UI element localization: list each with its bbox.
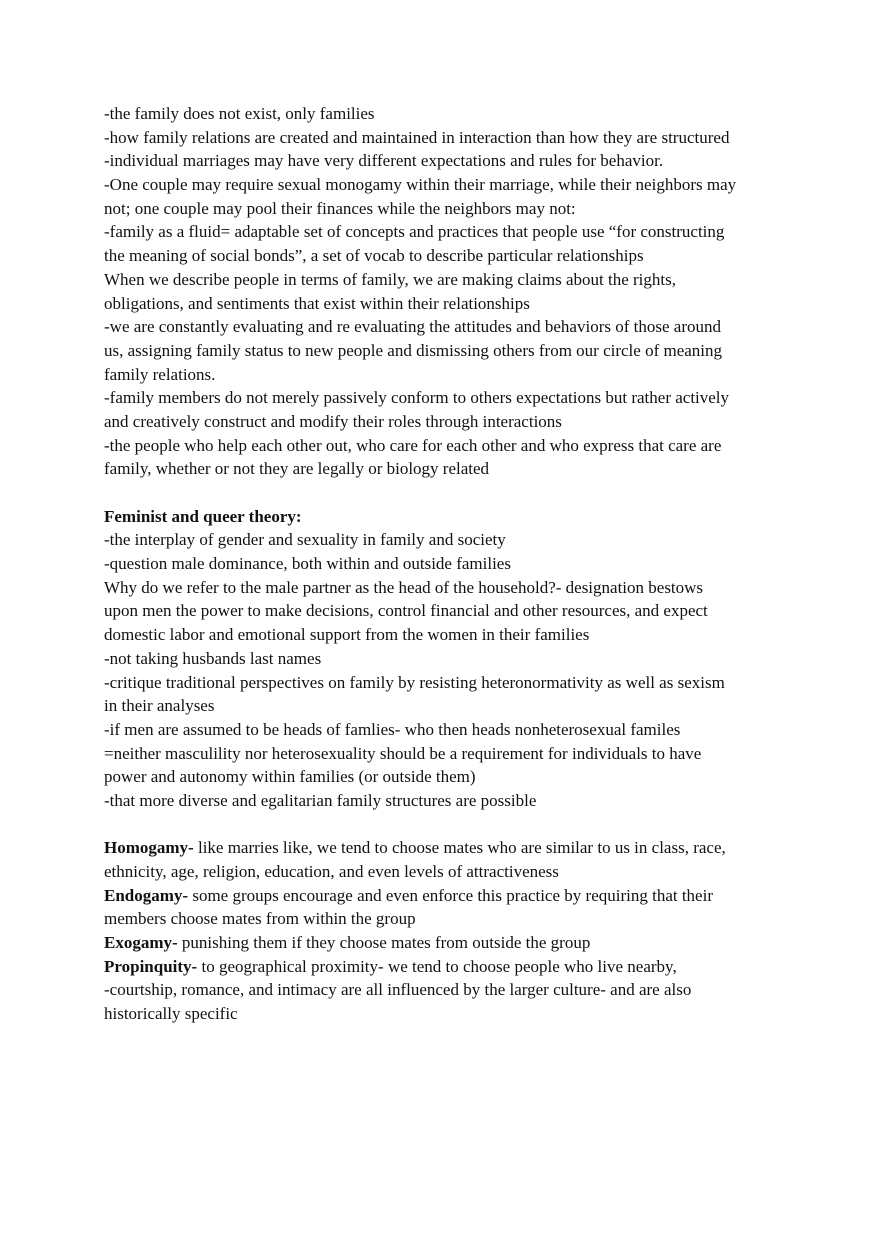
- text-line: not; one couple may pool their finances while the neighbors may not:: [104, 198, 576, 218]
- text-line: and creatively construct and modify their roles through interactions: [104, 411, 562, 431]
- exogamy-definition: [104, 931, 794, 955]
- homogamy-text: like marries like, we tend to choose mates who are similar to us in class, race,: [193, 838, 726, 858]
- homogamy-definition: [104, 836, 794, 860]
- text-line: -how family relations are created and maintained in interaction than how they are structured: [104, 127, 730, 147]
- section-feminist-queer-theory: [104, 505, 794, 813]
- text-line: Why do we refer to the male partner as the head of the household?- designation bestows: [104, 577, 704, 597]
- text-line: ethnicity, age, religion, education, and even levels of attractiveness: [104, 862, 559, 881]
- text-line: -if men are assumed to be heads of famlies- who then heads nonheterosexual familes: [104, 719, 681, 739]
- endogamy-text: some groups encourage and even enforce this practice by requiring that their: [188, 885, 713, 905]
- text-line: family, whether or not they are legally or biology related: [104, 459, 490, 479]
- text-line: When we describe people in terms of family, we are making claims about the rights,: [104, 269, 676, 289]
- text-line: -the family does not exist, only families: [104, 104, 375, 123]
- text-line: -the people who help each other out, who care for each other and who express that care are: [104, 435, 722, 455]
- propinquity-term: Propinquity-: [104, 956, 198, 976]
- section-heading: Feminist and queer theory:: [104, 506, 302, 526]
- text-line: -courtship, romance, and intimacy are all influenced by the larger culture- and are also: [104, 980, 692, 1000]
- document-page: [104, 102, 794, 1026]
- text-line: -family members do not merely passively conform to others expectations but rather actively: [104, 388, 730, 408]
- text-line: -that more diverse and egalitarian family structures are possible: [104, 790, 537, 810]
- text-line: us, assigning family status to new people and dismissing others from our circle of meaning: [104, 340, 723, 360]
- text-line: in their analyses: [104, 696, 215, 716]
- section-mate-selection-terms: [104, 836, 794, 1026]
- homogamy-term: Homogamy-: [104, 838, 194, 858]
- text-line: -critique traditional perspectives on family by resisting heteronormativity as well as sexism: [104, 672, 725, 692]
- exogamy-term: Exogamy-: [104, 933, 178, 953]
- endogamy-term: Endogamy-: [104, 885, 189, 905]
- text-line: domestic labor and emotional support from the women in their families: [104, 625, 590, 645]
- paragraph-gap: [104, 813, 794, 837]
- text-line: upon men the power to make decisions, control financial and other resources, and expect: [104, 601, 708, 621]
- propinquity-text: to geographical proximity- we tend to choose people who live nearby,: [197, 956, 677, 976]
- paragraph-gap: [104, 481, 794, 505]
- text-line: -we are constantly evaluating and re evaluating the attitudes and behaviors of those around: [104, 317, 721, 337]
- text-line: -the interplay of gender and sexuality in family and society: [104, 530, 506, 550]
- propinquity-definition: [104, 955, 794, 979]
- section-family-definitions: [104, 102, 794, 481]
- text-line: members choose mates from within the group: [104, 909, 416, 929]
- text-line: obligations, and sentiments that exist within their relationships: [104, 293, 530, 313]
- text-line: =neither masculility nor heterosexuality should be a requirement for individuals to have: [104, 743, 702, 763]
- text-line: -family as a fluid= adaptable set of concepts and practices that people use “for constructing: [104, 222, 725, 242]
- text-line: the meaning of social bonds”, a set of vocab to describe particular relationships: [104, 246, 644, 266]
- endogamy-definition: [104, 884, 794, 908]
- text-line: power and autonomy within families (or outside them): [104, 767, 476, 787]
- text-line: family relations.: [104, 364, 216, 384]
- exogamy-text: punishing them if they choose mates from outside the group: [177, 933, 591, 953]
- text-line: -individual marriages may have very different expectations and rules for behavior.: [104, 151, 664, 171]
- text-line: -not taking husbands last names: [104, 648, 322, 668]
- text-line: historically specific: [104, 1004, 238, 1024]
- text-line: -question male dominance, both within and outside families: [104, 554, 511, 574]
- text-line: -One couple may require sexual monogamy within their marriage, while their neighbors may: [104, 175, 737, 195]
